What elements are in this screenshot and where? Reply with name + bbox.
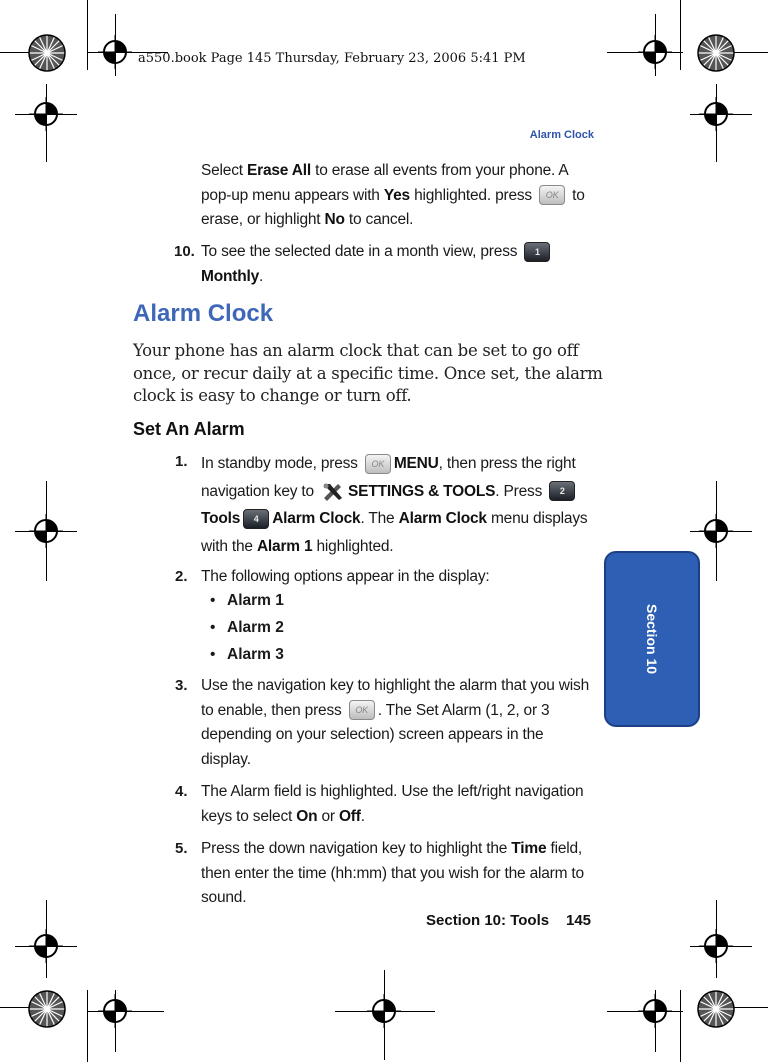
text: . (259, 267, 264, 285)
section-tab-label: Section 10 (644, 603, 660, 675)
step-10-text (201, 240, 596, 289)
text: to cancel. (344, 211, 414, 228)
softkey-1-icon: 1 (524, 242, 550, 262)
off-term: Off (338, 807, 361, 825)
registration-mark-icon (638, 994, 672, 1028)
text: To see the selected date in a month view, press (201, 243, 522, 260)
color-target-icon (27, 33, 67, 73)
no-term: No (324, 211, 345, 228)
step-number: 10. (174, 243, 195, 260)
erase-all-term: Erase All (247, 162, 311, 179)
registration-mark-icon (699, 97, 733, 131)
registration-mark-icon (29, 514, 63, 548)
ok-key-icon: OK (349, 700, 375, 720)
section-tab (604, 551, 700, 727)
text: Press the down navigation key to highlight the (201, 840, 512, 857)
text: to erase, or highlight (201, 186, 585, 228)
step-number: 5. (175, 840, 188, 857)
registration-mark-icon (699, 929, 733, 963)
bullet-label: Alarm 2 (227, 619, 284, 636)
yes-term: Yes (383, 186, 410, 204)
text: , then press the right navigation key to (201, 455, 576, 500)
text: highlighted. (312, 537, 394, 555)
registration-mark-icon (29, 97, 63, 131)
ok-key-icon: OK (365, 454, 391, 474)
text: to erase all events from your phone. A pop-up menu appears with (201, 162, 568, 204)
book-info-line: a550.book Page 145 Thursday, February 23, 2006 5:41 PM (138, 51, 526, 66)
registration-mark-icon (29, 929, 63, 963)
text: Use the navigation key to highlight the alarm that you wish to enable, then press (201, 677, 589, 719)
intro-paragraph: Your phone has an alarm clock that can be set to go off once, or recur daily at a specific time. Once set, the alarm clock is easy to change or turn off. (133, 341, 603, 405)
text: . The Set Alarm (1, 2, or 3 depending on your selection) screen appears in the display. (201, 701, 550, 768)
bullet-label: Alarm 3 (227, 646, 284, 663)
subheading: Set An Alarm (133, 419, 245, 439)
settings-tools-icon (321, 481, 345, 501)
step-4-text (201, 780, 596, 829)
text: . Press (495, 482, 547, 500)
step-2-text: The following options appear in the display: (201, 568, 490, 585)
text: Select (201, 162, 247, 179)
color-target-icon (696, 989, 736, 1029)
alarm-clock-term: Alarm Clock (272, 510, 361, 527)
time-term: Time (511, 840, 547, 857)
step-1-text (201, 450, 596, 560)
text: highlighted. press (409, 186, 537, 204)
tools-term: Tools (201, 510, 241, 527)
registration-mark-icon (367, 994, 401, 1028)
step-5-text (201, 837, 596, 911)
registration-mark-icon (638, 35, 672, 69)
color-target-icon (696, 33, 736, 73)
erase-all-paragraph (201, 159, 596, 233)
text: field, then enter the time (hh:mm) that you wish for the alarm to sound. (201, 840, 584, 906)
section-heading: Alarm Clock (133, 300, 274, 327)
text: or (317, 807, 339, 825)
text: The Alarm field is highlighted. Use the left/right navigation keys to select (201, 783, 584, 825)
ok-key-icon: OK (539, 185, 565, 205)
bullet-label: Alarm 1 (227, 592, 284, 609)
alarm-clock-term: Alarm Clock (398, 510, 487, 527)
key-2-icon: 2 (549, 481, 575, 501)
key-4-icon: 4 (243, 509, 269, 529)
menu-term: MENU (393, 455, 439, 472)
monthly-term: Monthly (201, 267, 260, 285)
settings-tools-term: SETTINGS & TOOLS (348, 482, 496, 500)
alarm-1-term: Alarm 1 (256, 537, 313, 555)
on-term: On (296, 807, 318, 825)
list-item: • Alarm 2 (210, 619, 284, 636)
footer-section: Section 10: Tools (426, 912, 550, 929)
registration-mark-icon (699, 514, 733, 548)
list-item: • Alarm 3 (210, 646, 284, 663)
text: . The (360, 510, 399, 527)
text: menu displays with the (201, 510, 588, 555)
step-number: 4. (175, 783, 188, 800)
list-item: • Alarm 1 (210, 592, 284, 609)
step-3-text (201, 674, 596, 772)
color-target-icon (27, 989, 67, 1029)
step-number: 2. (175, 568, 188, 585)
registration-mark-icon (98, 35, 132, 69)
text: . (360, 807, 365, 825)
step-number: 3. (175, 677, 188, 694)
page-number: 145 (566, 912, 592, 929)
running-head: Alarm Clock (529, 129, 594, 141)
step-number: 1. (175, 453, 188, 470)
registration-mark-icon (98, 994, 132, 1028)
text: In standby mode, press (201, 455, 362, 472)
